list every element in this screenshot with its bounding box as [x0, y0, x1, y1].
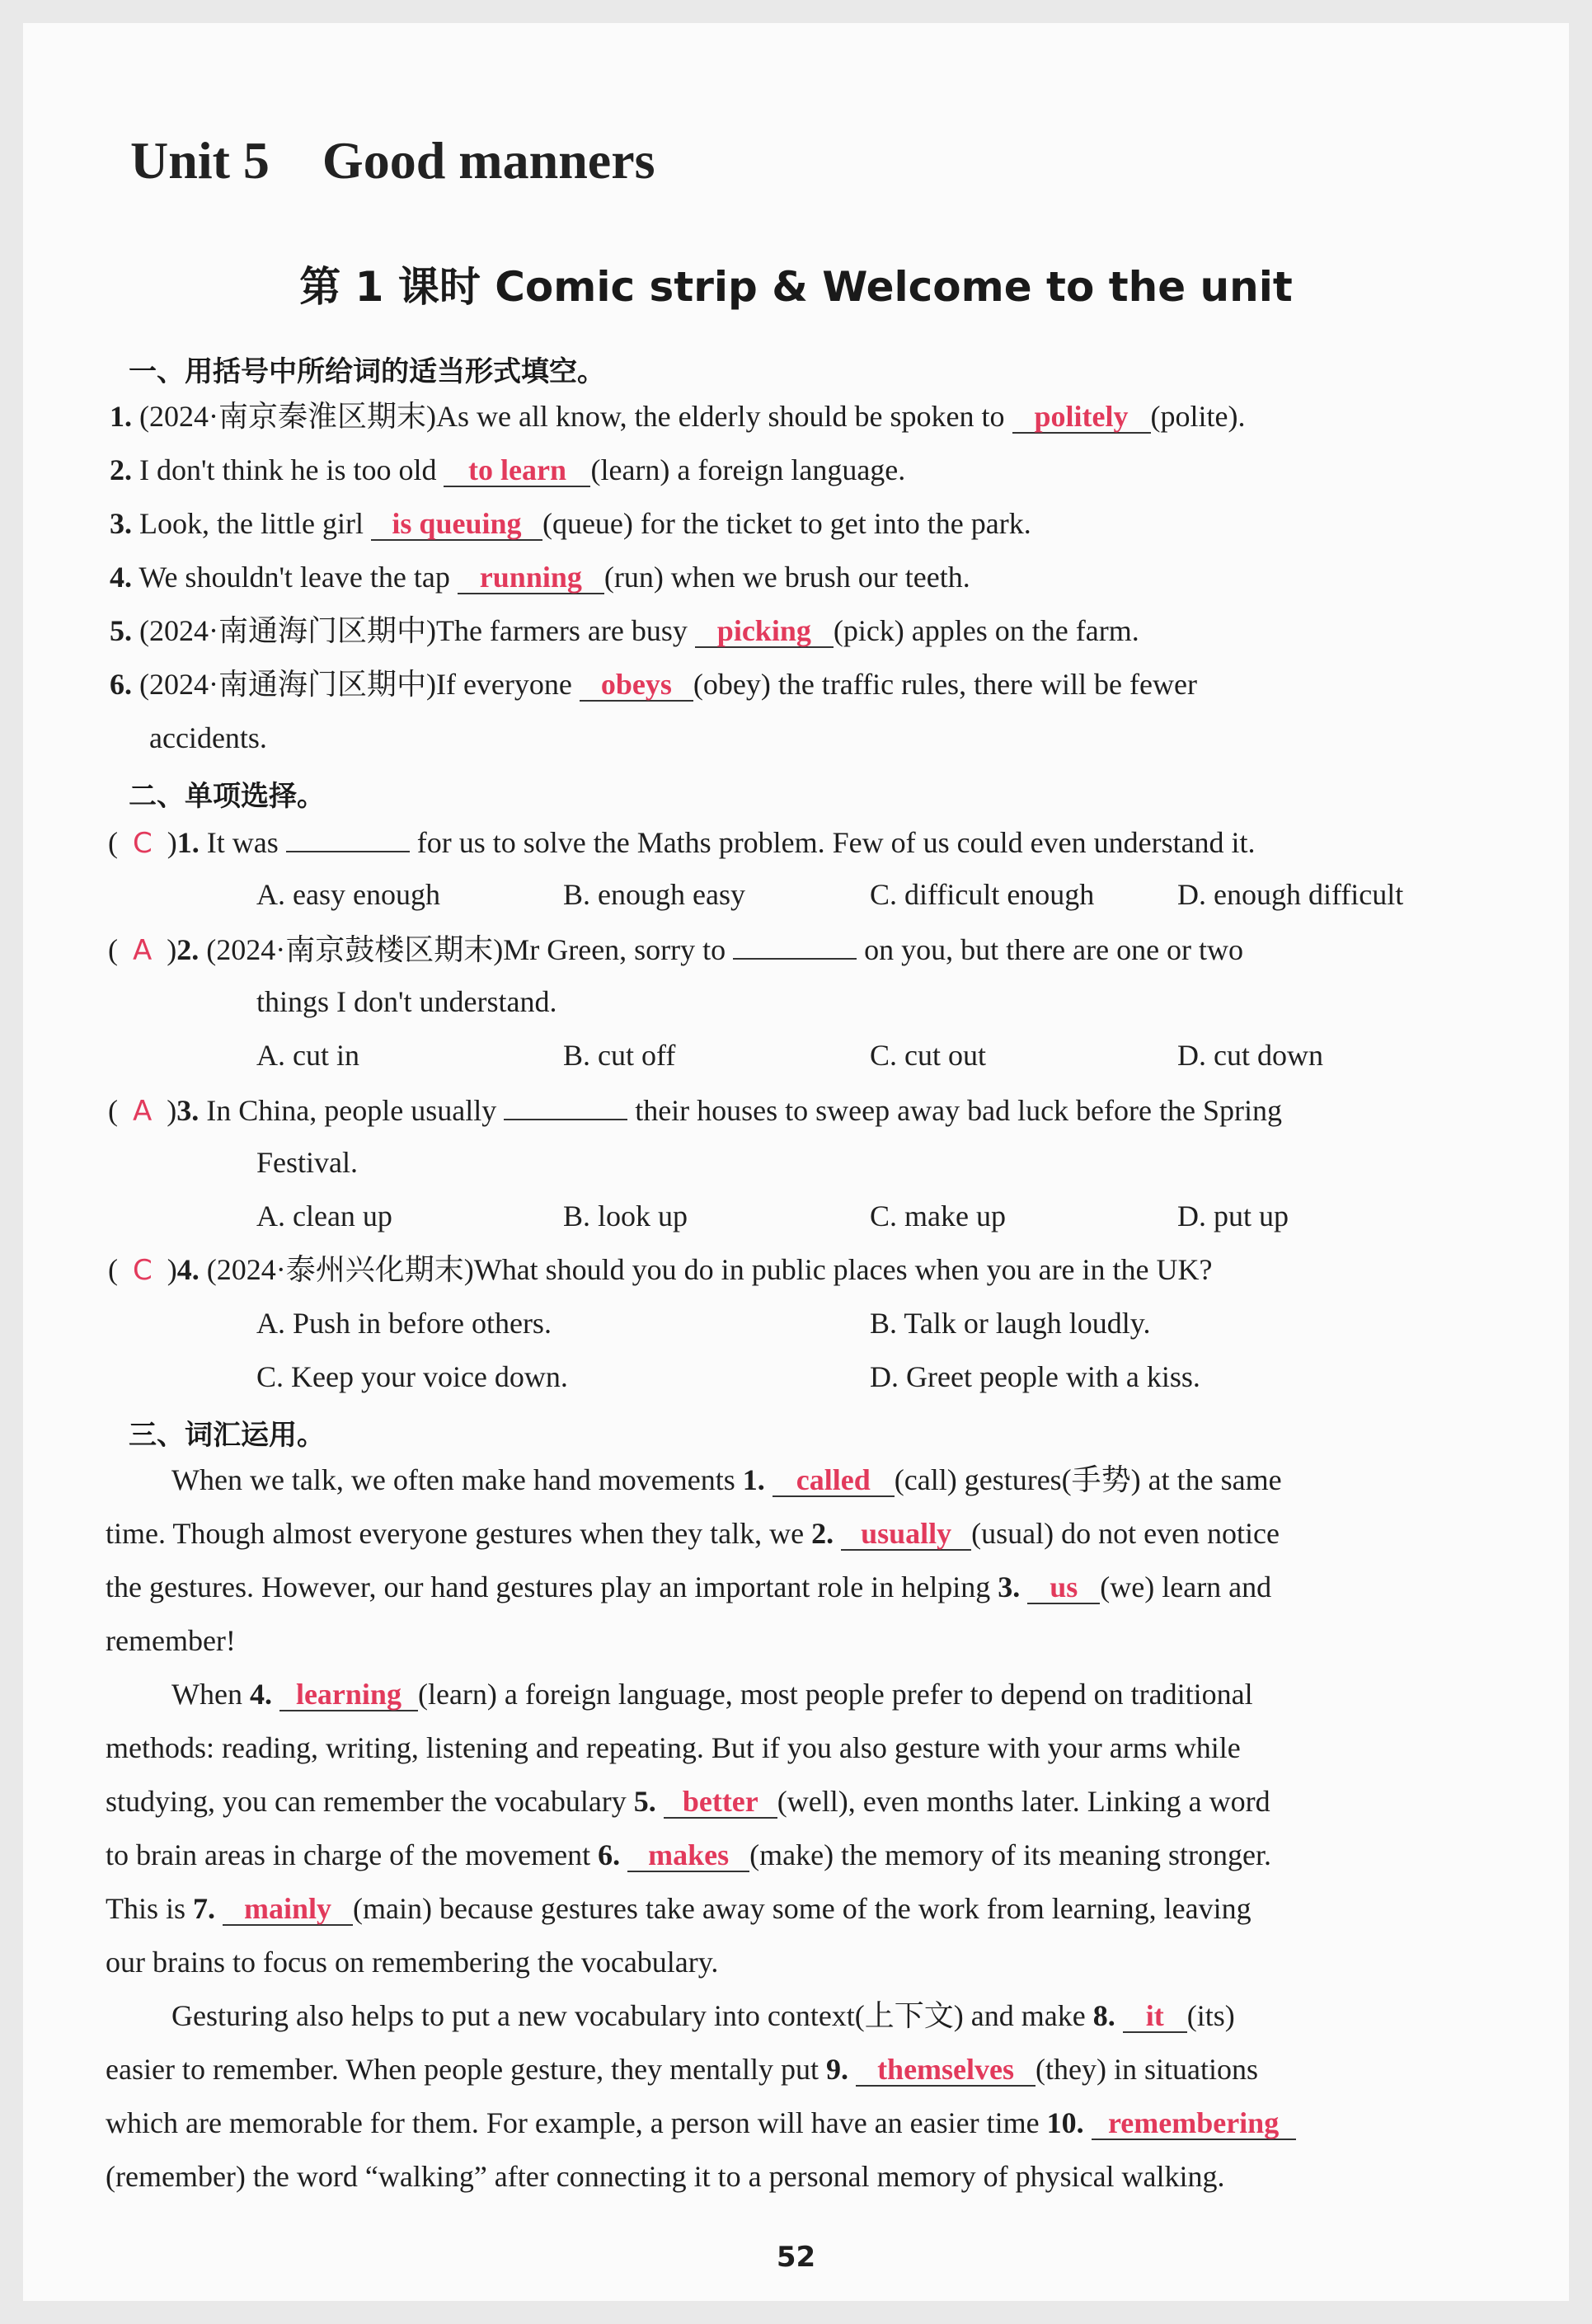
answer-blank: better	[664, 1786, 777, 1819]
s1-item-4	[110, 559, 970, 595]
item-number: 2.	[110, 453, 132, 486]
item-number: 3.	[176, 1094, 200, 1127]
passage-line: easier to remember. When people gesture, they mentally put 9. themselves (they) in situations	[106, 2053, 1259, 2086]
question-hint: (pick) apples on the farm.	[833, 614, 1139, 647]
option-a: A. easy enough	[256, 878, 440, 911]
option-c: C. Keep your voice down.	[256, 1360, 568, 1393]
s1-item-1	[110, 398, 1245, 434]
s2-item-3: ( A )3. In China, people usually their houses to sweep away bad luck before the Spring	[108, 1091, 1282, 1129]
option-d: D. cut down	[1177, 1039, 1323, 1072]
answer-blank	[733, 930, 857, 960]
s2-item-3-cont: Festival.	[256, 1146, 358, 1179]
answer-blank: themselves	[856, 2054, 1036, 2087]
lesson-title: 第 1 课时 Comic strip & Welcome to the unit	[299, 263, 1293, 311]
unit-title: Unit 5 Good manners	[130, 131, 655, 190]
item-number: 5.	[110, 614, 132, 647]
s2-item-4: ( C )4. (2024·泰州兴化期末)What should you do in public places when you are in the UK?	[108, 1253, 1213, 1287]
option-b: B. look up	[563, 1200, 688, 1232]
answer-blank: learning	[279, 1678, 418, 1711]
s1-item-6	[110, 666, 1197, 702]
answer-blank: obeys	[580, 669, 693, 702]
choice-answer: A	[133, 934, 153, 967]
passage-line: When 4. learning (learn) a foreign language, most people prefer to depend on traditional	[171, 1678, 1253, 1711]
passage-line: time. Though almost everyone gestures when they talk, we 2. usually (usual) do not even notice	[106, 1517, 1280, 1550]
passage-line: studying, you can remember the vocabulary 5. better (well), even months later. Linking a word	[106, 1785, 1270, 1818]
question-text: It was	[206, 826, 286, 859]
question-text-end: for us to solve the Maths problem. Few of us could even understand it.	[409, 826, 1256, 859]
answer-blank	[286, 823, 410, 852]
passage-line: This is 7. mainly (main) because gestures take away some of the work from learning, leaving	[106, 1892, 1252, 1925]
option-a: A. clean up	[256, 1200, 392, 1232]
s1-item-3	[110, 505, 1031, 542]
s2-item-2: ( A )2. (2024·南京鼓楼区期末)Mr Green, sorry to on you, but there are one or two	[108, 930, 1243, 969]
answer-blank: called	[773, 1464, 895, 1497]
question-hint: (obey) the traffic rules, there will be fewer	[693, 668, 1197, 701]
passage-line: methods: reading, writing, listening and repeating. But if you also gesture with your arms while	[106, 1731, 1241, 1764]
item-number: 4.	[176, 1253, 200, 1286]
question-hint: (queue) for the ticket to get into the park.	[542, 507, 1031, 540]
option-c: C. make up	[870, 1200, 1006, 1232]
answer-blank: us	[1027, 1571, 1100, 1604]
passage-line: When we talk, we often make hand movements 1. called (call) gestures(手势) at the same	[171, 1463, 1282, 1496]
option-c: C. cut out	[870, 1039, 986, 1072]
item-number: 1.	[176, 826, 200, 859]
question-text-end: on you, but there are one or two	[857, 933, 1244, 966]
question-text: (2024·南京鼓楼区期末)Mr Green, sorry to	[206, 933, 734, 966]
question-text: In China, people usually	[206, 1094, 505, 1127]
question-text: (2024·泰州兴化期末)What should you do in public places when you are in the UK?	[206, 1253, 1213, 1286]
question-text: Look, the little girl	[139, 507, 371, 540]
passage-line: our brains to focus on remembering the vocabulary.	[106, 1946, 719, 1979]
worksheet-page	[23, 23, 1569, 2301]
answer-blank: is queuing	[371, 508, 542, 541]
question-hint: (learn) a foreign language.	[590, 453, 906, 486]
answer-blank: picking	[695, 615, 834, 648]
answer-blank: remembering	[1092, 2107, 1296, 2140]
option-d: D. put up	[1177, 1200, 1289, 1232]
option-d: D. Greet people with a kiss.	[870, 1360, 1200, 1393]
option-d: D. enough difficult	[1177, 878, 1404, 911]
answer-blank: politely	[1012, 401, 1151, 434]
answer-blank: makes	[627, 1839, 749, 1872]
option-c: C. difficult enough	[870, 878, 1095, 911]
option-a: A. Push in before others.	[256, 1307, 552, 1340]
answer-blank: usually	[841, 1518, 971, 1551]
answer-blank: to learn	[444, 454, 590, 487]
option-b: B. enough easy	[563, 878, 745, 911]
item-number: 2.	[176, 933, 200, 966]
passage-line: the gestures. However, our hand gestures play an important role in helping 3. us (we) learn and	[106, 1570, 1272, 1603]
item-number: 3.	[110, 507, 132, 540]
item-number: 1.	[110, 400, 132, 433]
choice-answer: C	[133, 827, 153, 860]
option-b: B. cut off	[563, 1039, 676, 1072]
option-b: B. Talk or laugh loudly.	[870, 1307, 1151, 1340]
item-number: 4.	[110, 561, 132, 594]
passage-line: Gesturing also helps to put a new vocabulary into context(上下文) and make 8. it (its)	[171, 1999, 1235, 2032]
passage-line: (remember) the word “walking” after connecting it to a personal memory of physical walking.	[106, 2160, 1225, 2193]
answer-blank	[504, 1091, 627, 1120]
s2-item-2-cont: things I don't understand.	[256, 985, 557, 1018]
question-text: I don't think he is too old	[139, 453, 444, 486]
question-hint: (polite).	[1150, 400, 1246, 433]
question-text: (2024·南通海门区期中)The farmers are busy	[139, 614, 695, 647]
answer-blank: mainly	[223, 1893, 353, 1926]
section2-heading: 二、单项选择。	[129, 780, 325, 813]
section3-heading: 三、词汇运用。	[129, 1419, 325, 1452]
answer-blank: it	[1123, 2000, 1187, 2033]
s1-item-5	[110, 613, 1139, 649]
option-a: A. cut in	[256, 1039, 359, 1072]
question-text-end: their houses to sweep away bad luck before the Spring	[627, 1094, 1282, 1127]
page-number: 52	[776, 2241, 816, 2274]
question-hint: (run) when we brush our teeth.	[603, 561, 970, 594]
choice-answer: A	[133, 1095, 153, 1128]
s1-item-2	[110, 452, 905, 488]
s1-item-6-cont: accidents.	[149, 721, 267, 754]
question-text: (2024·南通海门区期中)If everyone	[139, 668, 580, 701]
section1-heading: 一、用括号中所给词的适当形式填空。	[129, 355, 605, 388]
passage-line: to brain areas in charge of the movement 6. makes (make) the memory of its meaning stronger.	[106, 1838, 1271, 1871]
question-text: We shouldn't leave the tap	[139, 561, 458, 594]
answer-blank: running	[458, 561, 604, 594]
s2-item-1: ( C )1. It was for us to solve the Maths problem. Few of us could even understand it.	[108, 823, 1256, 862]
item-number: 6.	[110, 668, 132, 701]
passage-line: remember!	[106, 1624, 236, 1657]
question-text: (2024·南京秦淮区期末)As we all know, the elderly should be spoken to	[139, 400, 1012, 433]
choice-answer: C	[133, 1254, 153, 1287]
passage-line: which are memorable for them. For example, a person will have an easier time 10. remembering	[106, 2105, 1296, 2141]
